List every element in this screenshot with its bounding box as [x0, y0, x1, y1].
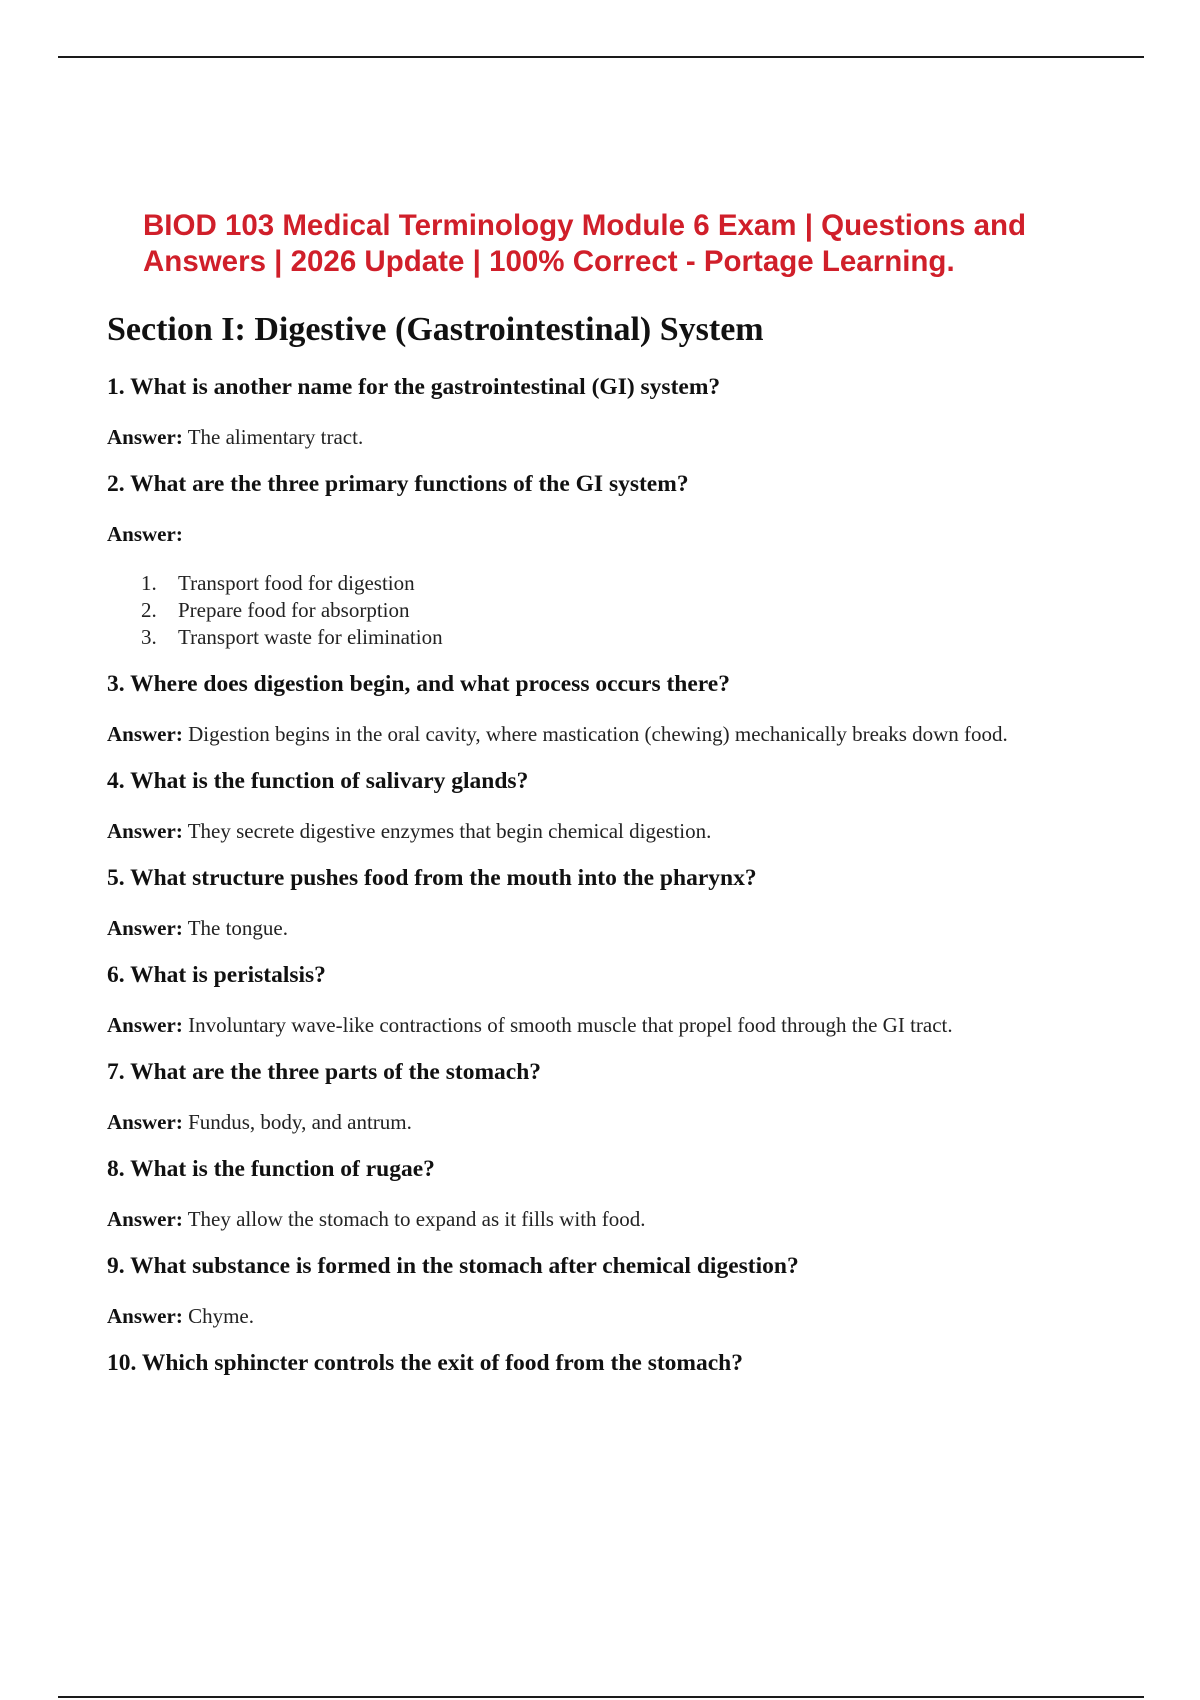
answer-label: Answer:: [107, 1207, 183, 1231]
answer-label: Answer:: [107, 916, 183, 940]
question-2: 2. What are the three primary functions of the GI system?: [107, 471, 689, 497]
answer-text: They allow the stomach to expand as it fills with food.: [187, 1207, 646, 1231]
list-item: [141, 624, 1087, 651]
question-9: 9. What substance is formed in the stomach after chemical digestion?: [107, 1253, 799, 1279]
list-item: [141, 597, 1087, 624]
answer-text: Fundus, body, and antrum.: [188, 1110, 412, 1134]
answer-label: Answer:: [107, 522, 183, 546]
list-item: [141, 570, 1087, 597]
section-heading: Section I: Digestive (Gastrointestinal) System: [107, 311, 764, 348]
answer-label: Answer:: [107, 425, 183, 449]
answer-label: Answer:: [107, 1304, 183, 1328]
answer-8: [107, 1205, 1087, 1233]
answer-3: [107, 720, 1087, 748]
answer-2: [107, 520, 1087, 548]
question-8: 8. What is the function of rugae?: [107, 1156, 435, 1182]
list-item-number: 1.: [141, 571, 157, 595]
answer-text: The alimentary tract.: [187, 425, 364, 449]
answer-label: Answer:: [107, 819, 183, 843]
answer-6: [107, 1011, 1087, 1039]
question-10: 10. Which sphincter controls the exit of food from the stomach?: [107, 1350, 743, 1376]
top-rule: [58, 56, 1144, 58]
answer-9: [107, 1302, 1087, 1330]
answer-4: [107, 817, 1087, 845]
question-6: 6. What is peristalsis?: [107, 962, 326, 988]
list-item-text: Prepare food for absorption: [178, 598, 410, 622]
answer-text: Chyme.: [188, 1304, 254, 1328]
question-5: 5. What structure pushes food from the mouth into the pharynx?: [107, 865, 757, 891]
answer-7: [107, 1108, 1087, 1136]
question-4: 4. What is the function of salivary glands?: [107, 768, 529, 794]
answer-label: Answer:: [107, 1110, 183, 1134]
answer-label: Answer:: [107, 1013, 183, 1037]
list-item-number: 2.: [141, 598, 157, 622]
document-body: [107, 306, 1087, 1379]
document-title: BIOD 103 Medical Terminology Module 6 Exam | Questions and Answers | 2026 Update | 100% Correct - Portage Learning.: [143, 209, 1027, 278]
answer-text: Involuntary wave-like contractions of smooth muscle that propel food through the GI tract.: [188, 1013, 953, 1037]
question-1: 1. What is another name for the gastrointestinal (GI) system?: [107, 374, 721, 400]
question-7: 7. What are the three parts of the stomach?: [107, 1059, 542, 1085]
answer-1: [107, 423, 1087, 451]
bottom-rule: [58, 1696, 1144, 1698]
answer-2-list: [107, 570, 1087, 651]
question-3: 3. Where does digestion begin, and what process occurs there?: [107, 671, 730, 697]
answer-label: Answer:: [107, 722, 183, 746]
list-item-number: 3.: [141, 625, 157, 649]
list-item-text: Transport waste for elimination: [178, 625, 443, 649]
answer-text: They secrete digestive enzymes that begin chemical digestion.: [187, 819, 712, 843]
answer-text: The tongue.: [187, 916, 289, 940]
answer-5: [107, 914, 1087, 942]
list-item-text: Transport food for digestion: [178, 571, 415, 595]
answer-text: Digestion begins in the oral cavity, where mastication (chewing) mechanically breaks down food.: [188, 722, 1008, 746]
